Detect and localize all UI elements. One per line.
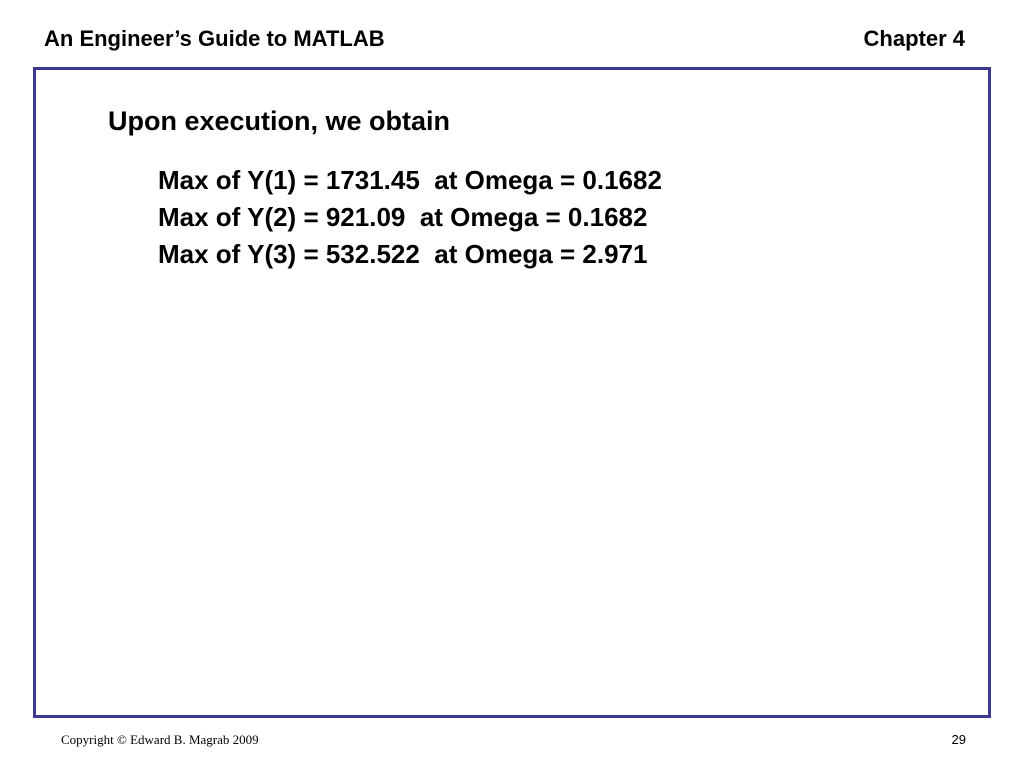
- copyright-notice: Copyright © Edward B. Magrab 2009: [61, 732, 259, 747]
- result-line-1: Max of Y(1) = 1731.45 at Omega = 0.1682: [158, 165, 662, 195]
- page-number: 29: [951, 732, 966, 747]
- slide-title: An Engineer’s Guide to MATLAB: [44, 26, 385, 51]
- intro-text: Upon execution, we obtain: [108, 106, 451, 136]
- content-frame: [33, 67, 991, 718]
- result-lines: [158, 162, 662, 273]
- chapter-label: Chapter 4: [863, 26, 965, 51]
- result-line-2: Max of Y(2) = 921.09 at Omega = 0.1682: [158, 202, 648, 232]
- result-line-3: Max of Y(3) = 532.522 at Omega = 2.971: [158, 239, 648, 269]
